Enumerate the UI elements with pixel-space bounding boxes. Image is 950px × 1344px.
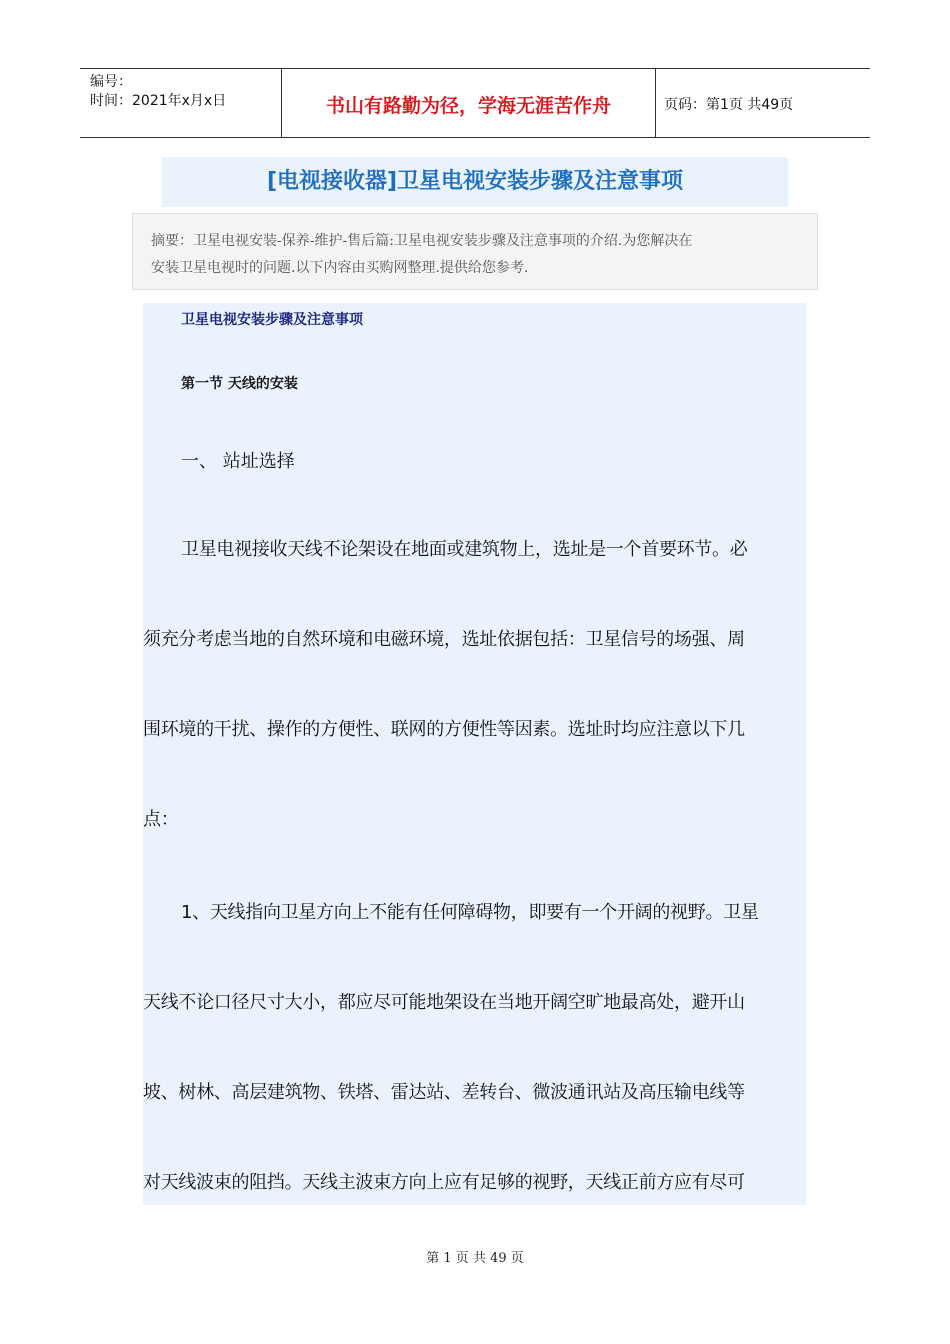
document-header bbox=[80, 68, 870, 138]
paragraph-line: 对天线波束的阻挡。天线主波束方向上应有足够的视野，天线正前方应有尽可 bbox=[143, 1172, 745, 1193]
paragraph-line: 坡、树林、高层建筑物、铁塔、雷达站、差转台、微波通讯站及高压输电线等 bbox=[143, 1082, 745, 1103]
header-page-info: 页码：第1页 共49页 bbox=[664, 97, 794, 113]
paragraph-line: 卫星电视接收天线不论架设在地面或建筑物上，选址是一个首要环节。必 bbox=[181, 539, 748, 560]
main-heading: 卫星电视安装步骤及注意事项 bbox=[181, 312, 363, 328]
time-label: 时间：2021年x月x日 bbox=[90, 93, 227, 109]
paragraph-line: 围环境的干扰、操作的方便性、联网的方便性等因素。选址时均应注意以下几 bbox=[143, 719, 745, 740]
content-panel bbox=[143, 303, 806, 1205]
paragraph-line: 天线不论口径尺寸大小，都应尽可能地架设在当地开阔空旷地最高处，避开山 bbox=[143, 992, 745, 1013]
serial-number-label: 编号： bbox=[90, 74, 132, 90]
header-motto: 书山有路勤为径，学海无涯苦作舟 bbox=[325, 95, 611, 117]
paragraph-line: 1、天线指向卫星方向上不能有任何障碍物，即要有一个开阔的视野。卫星 bbox=[181, 902, 759, 923]
footer-page-number: 第 1 页 共 49 页 bbox=[426, 1251, 524, 1266]
section-heading: 第一节 天线的安装 bbox=[181, 376, 298, 392]
subsection-heading: 一、 站址选择 bbox=[181, 451, 295, 472]
header-divider bbox=[655, 69, 656, 137]
paragraph-line: 须充分考虑当地的自然环境和电磁环境，选址依据包括：卫星信号的场强、周 bbox=[143, 629, 745, 650]
paragraph-line: 点： bbox=[143, 809, 179, 830]
paragraph bbox=[143, 868, 806, 1228]
document-title: [电视接收器]卫星电视安装步骤及注意事项 bbox=[162, 157, 788, 207]
abstract-line: 安装卫星电视时的问题.以下内容由买购网整理.提供给您参考. bbox=[151, 260, 529, 276]
paragraph bbox=[143, 505, 806, 865]
header-meta bbox=[90, 73, 226, 111]
abstract-line: 摘要：卫星电视安装-保养-维护-售后篇:卫星电视安装步骤及注意事项的介绍.为您解决在 bbox=[151, 233, 693, 249]
abstract-box bbox=[132, 213, 818, 290]
